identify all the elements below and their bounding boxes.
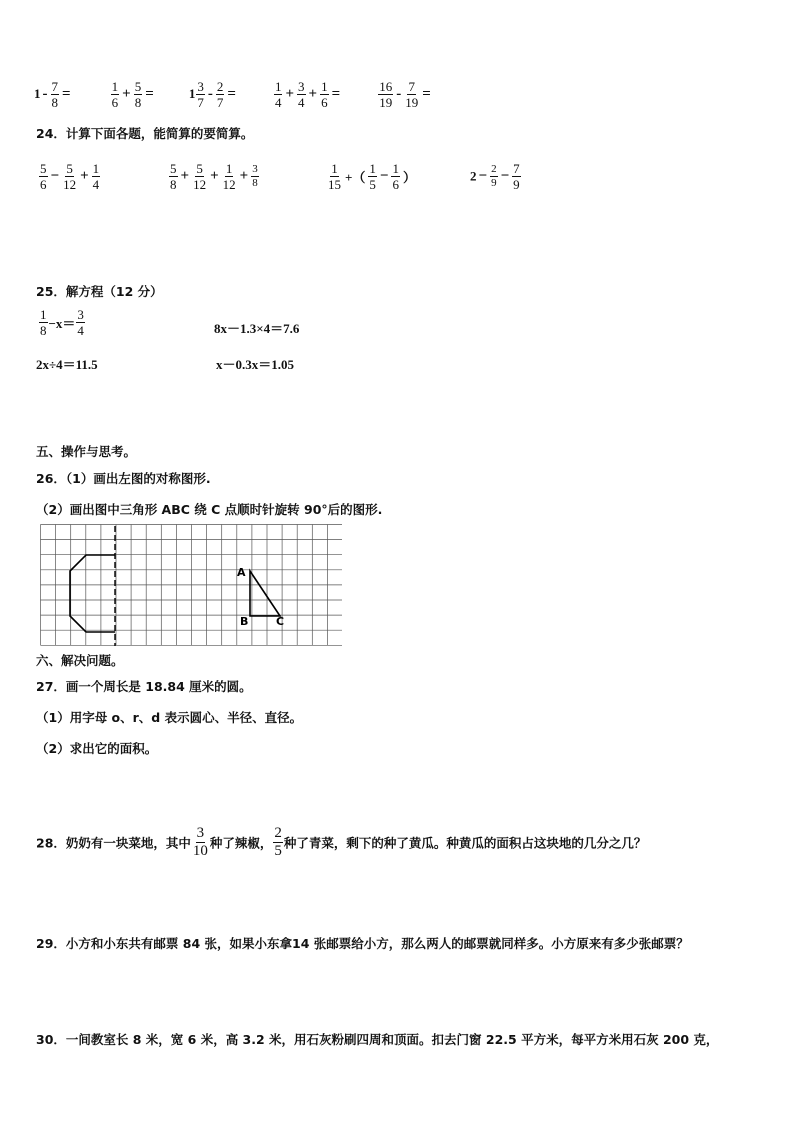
question-30: 30．一间教室长 8 米，宽 6 米，高 3.2 米，用石灰粉刷四周和顶面。扣去门窗 22.5 平方米，每平方米用石灰 200 克，	[36, 1032, 719, 1047]
grid-figure	[40, 524, 342, 646]
grid-lines	[41, 525, 343, 646]
equation-25-3: 2x÷4＝11.5	[36, 357, 98, 372]
label-c: C	[276, 615, 285, 628]
label-a: A	[237, 566, 246, 579]
expr-24-4: 2 − $\frac{2}{9}$ − $\frac{7}{9}$	[470, 161, 520, 192]
question-27-part1: （1）用字母 o、r、d 表示圆心、半径、直径。	[36, 710, 303, 725]
label-b: B	[240, 615, 249, 628]
fraction-2-5: $\frac{2}{5}$	[274, 825, 282, 859]
expr-24-2: $\frac{5}{8}$ + $\frac{5}{12}$ + $\frac{1}{12}$ + $\frac{3}{8}$	[170, 161, 258, 192]
expr-23-3: 1 $\frac{3}{7}$ - $\frac{2}{7}$ =	[188, 79, 236, 110]
expr-23-4: $\frac{1}{4}$ + $\frac{3}{4}$ + $\frac{1}{6}$ =	[274, 79, 341, 110]
question-27-title: 27．画一个周长是 18.84 厘米的圆。	[36, 679, 252, 694]
question-28: 28．奶奶有一块菜地，其中 $\frac{3}{10}$ 种了辣椒， $\frac{2}{5}$ 种了青菜，剩下的种了黄瓜。种黄瓜的面积占这块地的几分之几？	[36, 825, 647, 859]
question-24-title: 24．计算下面各题，能简算的要简算。	[36, 126, 254, 141]
equation-25-2: 8x－1.3×4＝7.6	[214, 321, 300, 336]
half-shape-outline	[70, 555, 115, 632]
equation-25-4: x－0.3x＝1.05	[216, 357, 295, 372]
triangle-abc	[250, 571, 280, 616]
question-26-part1: 26．（1）画出左图的对称图形.	[36, 471, 211, 486]
section-5-heading: 五、操作与思考。	[36, 444, 137, 459]
calc-row-23	[34, 80, 433, 109]
expr-23-1: 1 - $\frac{7}{8}$ =	[34, 79, 71, 110]
question-27-part2: （2）求出它的面积。	[36, 741, 158, 756]
equation-25-1: $\frac{1}{8}$ −x＝ $\frac{3}{4}$	[40, 307, 84, 338]
expr-24-3: $\frac{1}{15}$ +（ $\frac{1}{5}$ − $\frac{1}{6}$ ）	[328, 161, 416, 192]
question-26-part2: （2）画出图中三角形 ABC 绕 C 点顺时针旋转 90°后的图形.	[36, 502, 383, 517]
section-6-heading: 六、解决问题。	[36, 653, 124, 668]
question-29: 29．小方和小东共有邮票 84 张，如果小东拿14 张邮票给小方，那么两人的邮票就同样多。小方原来有多少张邮票？	[36, 936, 689, 951]
question-25-title: 25．解方程（12 分）	[36, 284, 163, 299]
fraction-3-10: $\frac{3}{10}$	[192, 825, 208, 859]
expr-24-1: $\frac{5}{6}$ − $\frac{5}{12}$ + $\frac{1}{4}$	[40, 161, 100, 192]
expr-23-2: $\frac{1}{6}$ + $\frac{5}{8}$ =	[111, 79, 154, 110]
expr-23-5: $\frac{16}{19}$ - $\frac{7}{19}$ =	[379, 79, 431, 110]
